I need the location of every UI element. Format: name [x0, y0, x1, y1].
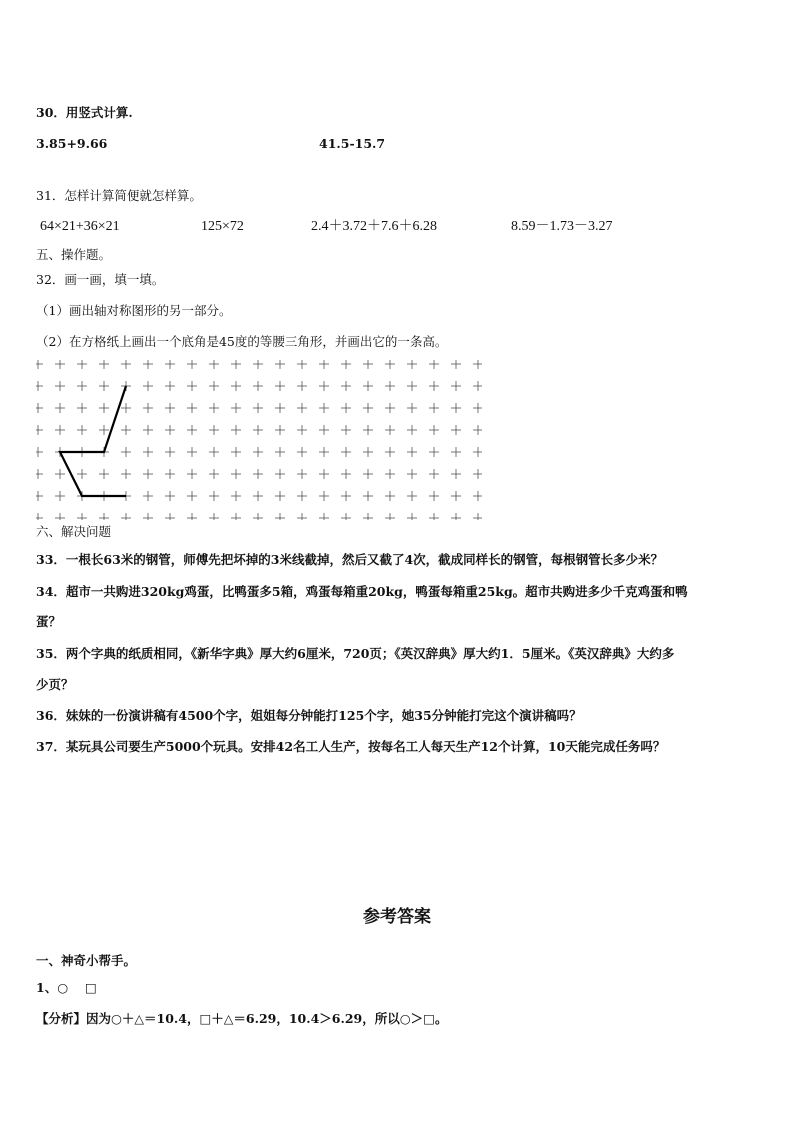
q33-text: 33．一根长63米的钢管，师傅先把坏掉的3米线截掉，然后又截了4次，截成同样长的钢管，每根钢管长多少米？ — [36, 552, 664, 567]
q32-part-2: （2）在方格纸上画出一个底角是45度的等腰三角形，并画出它的一条高。 — [36, 334, 448, 349]
q35-line-1: 35．两个字典的纸质相同，《新华字典》厚大约6厘米，720页；《英汉辞典》厚大约1．5厘米。《英汉辞典》大约多 — [36, 646, 675, 661]
q30-item-1: 3.85+9.66 — [36, 136, 108, 151]
answer-1-analysis: 【分析】因为○＋△＝10.4，□＋△＝6.29，10.4＞6.29，所以○＞□。 — [36, 1011, 448, 1026]
section-6-heading: 六、解决问题 — [36, 524, 112, 539]
q31-item-3: 2.4＋3.72＋7.6＋6.28 — [311, 219, 437, 234]
section-5-heading: 五、操作题。 — [36, 247, 112, 262]
q32-part-1: （1）画出轴对称图形的另一部分。 — [36, 303, 232, 318]
answers-section-1: 一、神奇小帮手。 — [36, 953, 137, 968]
answers-title: 参考答案 — [363, 907, 431, 927]
q34-line-1: 34．超市一共购进320kg鸡蛋，比鸭蛋多5箱，鸡蛋每箱重20kg，鸭蛋每箱重25kg。超市共购进多少千克鸡蛋和鸭 — [36, 584, 688, 599]
q31-item-2: 125×72 — [201, 219, 244, 234]
q31-item-1: 64×21+36×21 — [40, 219, 120, 234]
q30-heading: 30．用竖式计算. — [36, 105, 133, 120]
answer-1: 1、○ □ — [36, 980, 97, 995]
q34-line-2: 蛋？ — [36, 614, 62, 629]
q31-item-4: 8.59－1.73－3.27 — [511, 219, 613, 234]
q32-heading: 32．画一画，填一填。 — [36, 272, 165, 287]
q35-line-2: 少页？ — [36, 677, 74, 692]
q37-text: 37．某玩具公司要生产5000个玩具。安排42名工人生产，按每名工人每天生产12个计算，10天能完成任务吗？ — [36, 739, 666, 754]
q36-text: 36．妹妹的一份演讲稿有4500个字，姐姐每分钟能打125个字，她35分钟能打完这个演讲稿吗？ — [36, 708, 582, 723]
q30-item-2: 41.5-15.7 — [319, 136, 386, 151]
q31-heading: 31．怎样计算简便就怎样算。 — [36, 188, 202, 203]
grid-figure — [36, 360, 482, 520]
symmetric-figure-half — [60, 386, 126, 496]
